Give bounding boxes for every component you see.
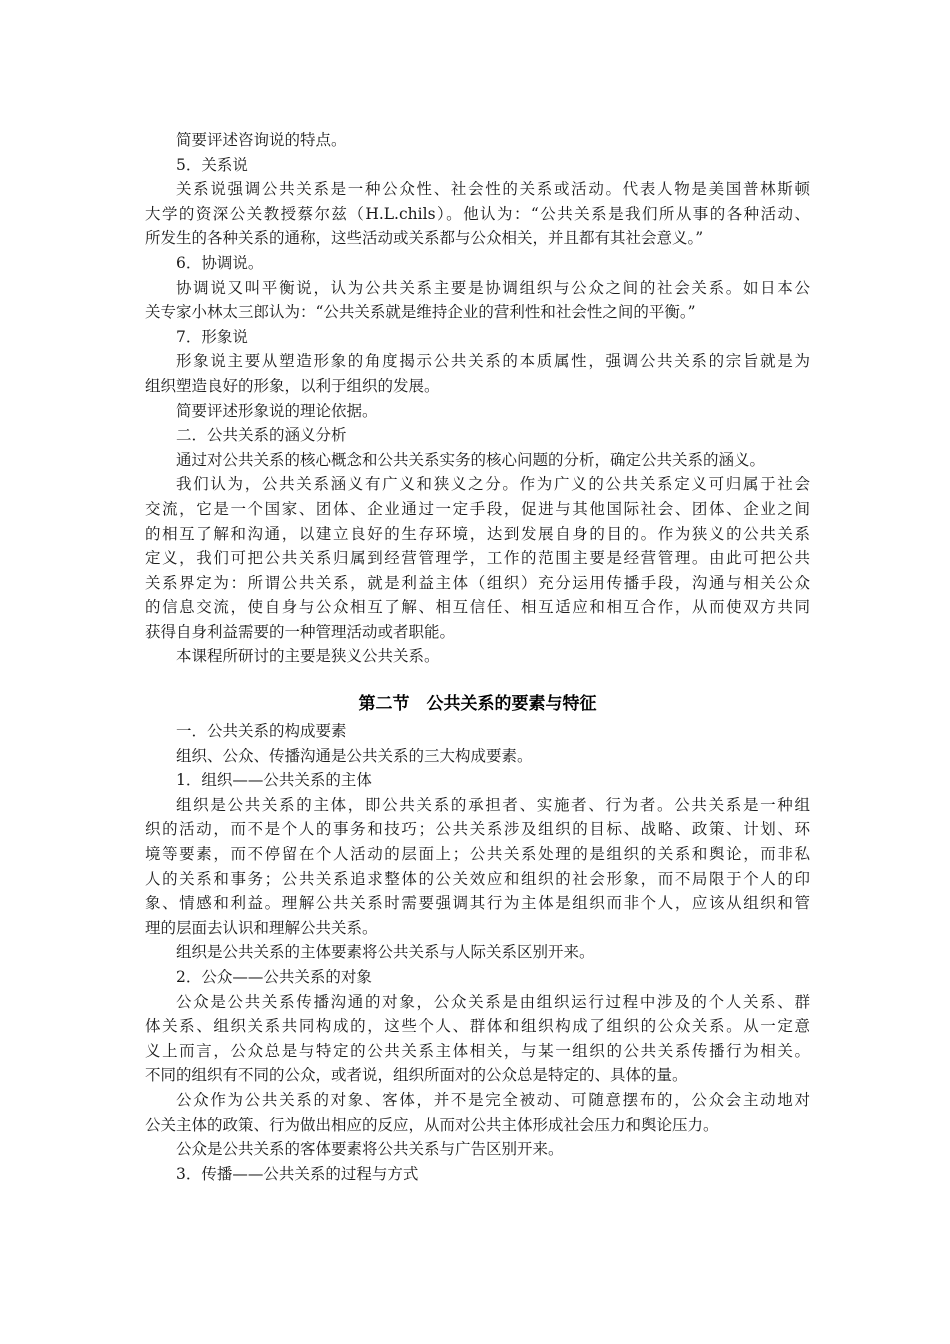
text-line: 1．组织——公共关系的主体	[176, 771, 372, 790]
text-line: 关系说强调公共关系是一种公众性、社会性的关系或活动。代表人物是美国普林斯顿	[176, 180, 810, 199]
paragraph	[145, 744, 810, 769]
text-line: 组织塑造良好的形象，以利于组织的发展。	[145, 376, 440, 395]
text-line: 定义，我们可把公共关系归属到经营管理学，工作的范围主要是经营管理。由此可把公共	[145, 549, 810, 568]
paragraph	[145, 423, 810, 448]
section-heading: 第二节 公共关系的要素与特征	[358, 694, 597, 715]
text-line: 公关主体的政策、行为做出相应的反应，从而对公共主体形成社会压力和舆论压力。	[145, 1115, 719, 1134]
text-line: 二．公共关系的涵义分析	[176, 426, 347, 445]
paragraph	[145, 768, 810, 793]
text-line: 关专家小林太三郎认为：“公共关系就是维持企业的营利性和社会性之间的平衡。”	[145, 303, 696, 322]
text-line: 义上而言，公众总是与特定的公共关系主体相关，与某一组织的公共关系传播行为相关。	[145, 1041, 810, 1060]
paragraph	[145, 1162, 810, 1187]
paragraph	[145, 349, 810, 398]
text-line: 获得自身利益需要的一种管理活动或者职能。	[145, 622, 456, 641]
text-line: 组织是公共关系的主体要素将公共关系与人际关系区别开来。	[176, 943, 595, 962]
paragraph	[145, 399, 810, 424]
paragraph	[145, 177, 810, 251]
text-line: 3．传播——公共关系的过程与方式	[176, 1164, 419, 1183]
text-line: 组织是公共关系的主体，即公共关系的承担者、实施者、行为者。公共关系是一种组	[176, 795, 810, 814]
text-line: 简要评述形象说的理论依据。	[176, 401, 378, 420]
text-line: 理的层面去认识和理解公共关系。	[145, 918, 378, 937]
paragraph	[145, 325, 810, 350]
text-line: 不同的组织有不同的公众，或者说，组织所面对的公众总是特定的、具体的量。	[145, 1066, 688, 1085]
text-line: 6．协调说。	[176, 253, 264, 272]
text-line: 简要评述咨询说的特点。	[176, 131, 347, 149]
text-line: 象、情感和利益。理解公共关系时需要强调其行为主体是组织而非个人，应该从组织和管	[145, 894, 810, 913]
paragraph	[145, 153, 810, 178]
text-line: 所发生的各种关系的通称，这些活动或关系都与公众相关，并且都有其社会意义。”	[145, 229, 704, 248]
text-line: 关系界定为：所谓公共关系，就是利益主体（组织）充分运用传播手段，沟通与相关公众	[145, 573, 810, 592]
paragraph	[145, 276, 810, 325]
paragraph	[145, 940, 810, 965]
text-line: 7．形象说	[176, 327, 248, 346]
text-line: 通过对公共关系的核心概念和公共关系实务的核心问题的分析，确定公共关系的涵义。	[176, 450, 766, 469]
text-line: 本课程所研讨的主要是狭义公共关系。	[176, 647, 440, 666]
section-two-text	[145, 719, 810, 1186]
text-line: 组织、公众、传播沟通是公共关系的三大构成要素。	[176, 746, 533, 765]
text-line: 公众是公共关系传播沟通的对象，公众关系是由组织运行过程中涉及的个人关系、群	[176, 992, 810, 1011]
text-line: 人的关系和事务；公共关系追求整体的公关效应和组织的社会形象，而不局限于个人的印	[145, 869, 810, 888]
text-line: 公众作为公共关系的对象、客体，并不是完全被动、可随意摆布的，公众会主动地对	[176, 1090, 810, 1109]
text-line: 交流，它是一个国家、团体、企业通过一定手段，促进与其他国际社会、团体、企业之间	[145, 499, 810, 518]
text-line: 2．公众——公共关系的对象	[176, 968, 372, 986]
paragraph	[145, 448, 810, 473]
paragraph	[145, 990, 810, 1088]
paragraph	[145, 965, 810, 990]
text-line: 织的活动，而不是个人的事务和技巧；公共关系涉及组织的目标、战略、政策、计划、环	[145, 820, 810, 839]
text-line: 我们认为，公共关系涵义有广义和狭义之分。作为广义的公共关系定义可归属于社会	[176, 475, 810, 494]
text-line: 公众是公共关系的客体要素将公共关系与广告区别开来。	[176, 1140, 564, 1159]
section-one-text	[145, 128, 810, 669]
paragraph	[145, 1088, 810, 1137]
text-line: 形象说主要从塑造形象的角度揭示公共关系的本质属性，强调公共关系的宗旨就是为	[176, 352, 810, 371]
paragraph	[145, 251, 810, 276]
paragraph	[145, 793, 810, 941]
paragraph	[145, 128, 810, 153]
text-line: 协调说又叫平衡说，认为公共关系主要是协调组织与公众之间的社会关系。如日本公	[176, 278, 810, 297]
paragraph	[145, 644, 810, 669]
text-line: 的信息交流，使自身与公众相互了解、相互信任、相互适应和相互合作，从而使双方共同	[145, 598, 810, 617]
text-line: 的相互了解和沟通，以建立良好的生存环境，达到发展自身的目的。作为狭义的公共关系	[145, 524, 810, 543]
text-line: 大学的资深公关教授蔡尔兹（H.L.chils）。他认为：“公共关系是我们所从事的各种活动、	[145, 204, 810, 223]
text-line: 一．公共关系的构成要素	[176, 722, 347, 741]
paragraph	[145, 1137, 810, 1162]
text-line: 境等要素，而不停留在个人活动的层面上；公共关系处理的是组织的关系和舆论，而非私	[145, 845, 810, 864]
text-line: 体关系、组织关系共同构成的，这些个人、群体和组织构成了组织的公众关系。从一定意	[145, 1017, 810, 1036]
paragraph	[145, 719, 810, 744]
heading-spacer	[145, 669, 810, 689]
paragraph	[145, 472, 810, 644]
document-body	[145, 128, 810, 1186]
text-line: 5．关系说	[176, 155, 248, 174]
